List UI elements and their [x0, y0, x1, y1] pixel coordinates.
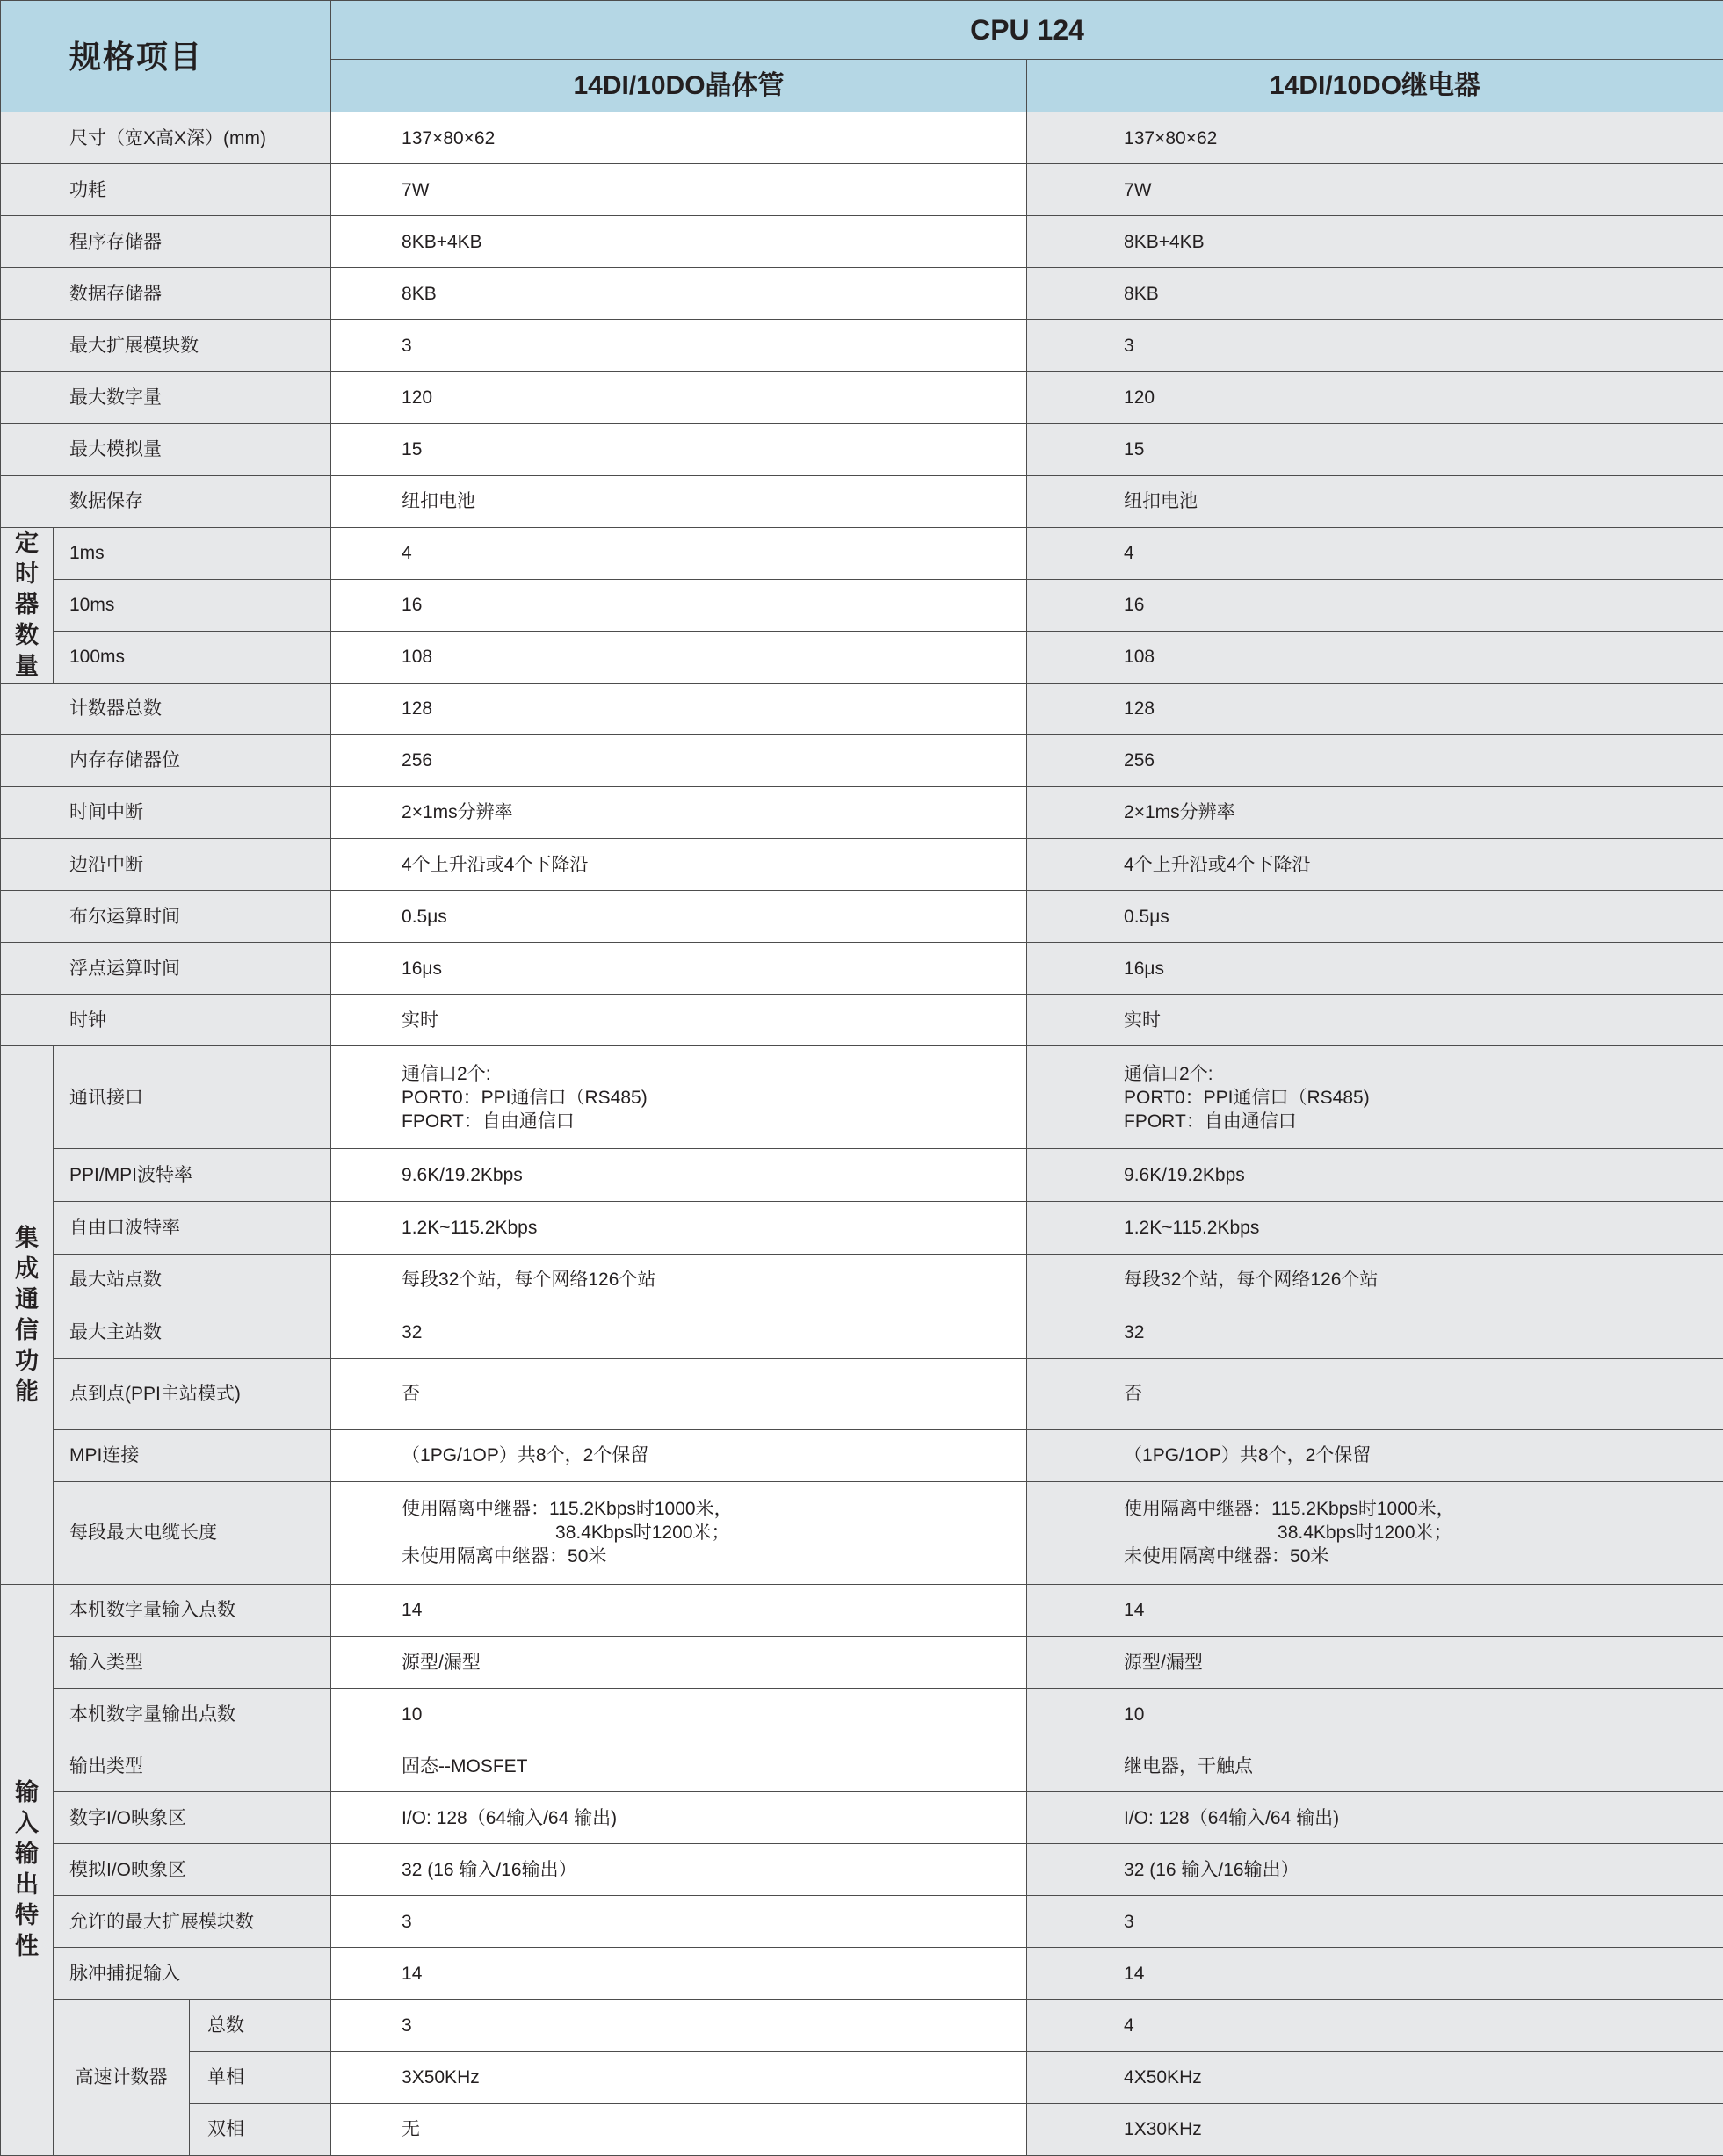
timer-group-label-text: 定时器数量 [15, 530, 39, 680]
timer-group-label [1, 527, 54, 683]
value-relay: 16 [1027, 579, 1723, 631]
table-row [1, 943, 1723, 995]
value-transistor: 无 [331, 2103, 1027, 2155]
value-transistor: 14 [331, 1948, 1027, 2000]
table-row [1, 1792, 1723, 1844]
value-relay: 纽扣电池 [1027, 475, 1723, 527]
row-label: 点到点(PPI主站模式) [54, 1358, 331, 1429]
row-label: 本机数字量输出点数 [54, 1689, 331, 1740]
value-transistor: 137×80×62 [331, 112, 1027, 164]
value-relay: 108 [1027, 631, 1723, 683]
table-row [1, 1948, 1723, 2000]
value-relay: 实时 [1027, 995, 1723, 1046]
value-relay: 15 [1027, 423, 1723, 475]
table-row [1, 320, 1723, 372]
model-header: CPU 124 [331, 1, 1723, 60]
value-transistor: 4 [331, 527, 1027, 579]
table-row [1, 475, 1723, 527]
value-transistor: 0.5μs [331, 891, 1027, 943]
value-relay: 4 [1027, 2000, 1723, 2051]
value-transistor: 10 [331, 1689, 1027, 1740]
table-row [1, 631, 1723, 683]
row-label: 数据保存 [1, 475, 331, 527]
table-row [1, 1637, 1723, 1689]
value-relay: 4 [1027, 527, 1723, 579]
value-relay: 10 [1027, 1689, 1723, 1740]
table-row [1, 1306, 1723, 1358]
row-label: 每段最大电缆长度 [54, 1481, 331, 1584]
table-row [1, 527, 1723, 579]
table-row [1, 1254, 1723, 1306]
value-transistor: 3 [331, 2000, 1027, 2051]
table-row [1, 1689, 1723, 1740]
row-label: 尺寸（宽X高X深）(mm) [1, 112, 331, 164]
variant-header-transistor: 14DI/10DO晶体管 [331, 60, 1027, 112]
row-label: 功耗 [1, 164, 331, 216]
io-group-label-text: 输入输出特性 [15, 1779, 39, 1960]
value-relay: 32 (16 输入/16输出） [1027, 1844, 1723, 1896]
value-relay: 8KB [1027, 268, 1723, 320]
value-transistor: 纽扣电池 [331, 475, 1027, 527]
value-transistor: 8KB+4KB [331, 216, 1027, 268]
row-label: 数字I/O映象区 [54, 1792, 331, 1844]
value-relay: 120 [1027, 372, 1723, 423]
row-label: 程序存储器 [1, 216, 331, 268]
value-relay: 16μs [1027, 943, 1723, 995]
value-relay: 3 [1027, 320, 1723, 372]
row-label: 总数 [190, 2000, 331, 2051]
row-label: 脉冲捕捉输入 [54, 1948, 331, 2000]
row-label: 单相 [190, 2051, 331, 2103]
spec-item-header: 规格项目 [1, 1, 331, 112]
value-relay: 32 [1027, 1306, 1723, 1358]
table-row [1, 112, 1723, 164]
value-relay: 使用隔离中继器：115.2Kbps时1000米， 38.4Kbps时1200米； 未使用隔离中继器：50米 [1027, 1481, 1723, 1584]
value-relay: 14 [1027, 1948, 1723, 2000]
value-relay: 137×80×62 [1027, 112, 1723, 164]
row-label: 本机数字量输入点数 [54, 1584, 331, 1636]
row-label: 双相 [190, 2103, 331, 2155]
value-transistor: I/O: 128（64输入/64 输出) [331, 1792, 1027, 1844]
comm-group-label-text: 集成通信功能 [15, 1225, 39, 1406]
table-row [1, 1429, 1723, 1481]
row-label: 时间中断 [1, 786, 331, 838]
value-relay: 源型/漏型 [1027, 1637, 1723, 1689]
value-relay: 8KB+4KB [1027, 216, 1723, 268]
value-relay: 128 [1027, 683, 1723, 734]
value-transistor: 固态--MOSFET [331, 1740, 1027, 1792]
value-relay: 2×1ms分辨率 [1027, 786, 1723, 838]
value-relay: 通信口2个: PORT0：PPI通信口（RS485) FPORT：自由通信口 [1027, 1046, 1723, 1149]
row-label: PPI/MPI波特率 [54, 1149, 331, 1202]
table-row [1, 372, 1723, 423]
row-label: 1ms [54, 527, 331, 579]
row-label: 时钟 [1, 995, 331, 1046]
header-row [1, 1, 1723, 60]
row-label: 最大数字量 [1, 372, 331, 423]
row-label: 10ms [54, 579, 331, 631]
value-relay: 4X50KHz [1027, 2051, 1723, 2103]
row-label: 最大扩展模块数 [1, 320, 331, 372]
table-row [1, 2000, 1723, 2051]
table-row [1, 786, 1723, 838]
value-transistor: 16 [331, 579, 1027, 631]
value-transistor: 120 [331, 372, 1027, 423]
value-transistor: 8KB [331, 268, 1027, 320]
value-transistor: 实时 [331, 995, 1027, 1046]
row-label: 通讯接口 [54, 1046, 331, 1149]
value-relay: 1.2K~115.2Kbps [1027, 1202, 1723, 1254]
value-relay: 1X30KHz [1027, 2103, 1723, 2155]
value-relay: 14 [1027, 1584, 1723, 1636]
table-row [1, 2103, 1723, 2155]
value-transistor: 1.2K~115.2Kbps [331, 1202, 1027, 1254]
value-transistor: 源型/漏型 [331, 1637, 1027, 1689]
row-label: 最大主站数 [54, 1306, 331, 1358]
row-label: 自由口波特率 [54, 1202, 331, 1254]
table-row [1, 1149, 1723, 1202]
table-row [1, 1584, 1723, 1636]
table-row [1, 1481, 1723, 1584]
value-relay: 继电器，干触点 [1027, 1740, 1723, 1792]
row-label: 输入类型 [54, 1637, 331, 1689]
value-transistor: 每段32个站，每个网络126个站 [331, 1254, 1027, 1306]
table-row [1, 995, 1723, 1046]
value-transistor: 15 [331, 423, 1027, 475]
table-row [1, 683, 1723, 734]
value-transistor: 3 [331, 1896, 1027, 1948]
value-relay: 每段32个站，每个网络126个站 [1027, 1254, 1723, 1306]
value-transistor: 128 [331, 683, 1027, 734]
row-label: 模拟I/O映象区 [54, 1844, 331, 1896]
table-row [1, 1046, 1723, 1149]
value-transistor: 3X50KHz [331, 2051, 1027, 2103]
row-label: 浮点运算时间 [1, 943, 331, 995]
table-row [1, 2051, 1723, 2103]
variant-header-relay: 14DI/10DO继电器 [1027, 60, 1723, 112]
value-transistor: 256 [331, 734, 1027, 786]
table-row [1, 1896, 1723, 1948]
row-label: 100ms [54, 631, 331, 683]
spec-table-body [1, 1, 1723, 2156]
value-relay: 4个上升沿或4个下降沿 [1027, 839, 1723, 891]
row-label: 允许的最大扩展模块数 [54, 1896, 331, 1948]
high-speed-counter-label: 高速计数器 [54, 2000, 190, 2156]
value-relay: 0.5μs [1027, 891, 1723, 943]
value-transistor: （1PG/1OP）共8个，2个保留 [331, 1429, 1027, 1481]
row-label: 内存存储器位 [1, 734, 331, 786]
table-row [1, 216, 1723, 268]
table-row [1, 1740, 1723, 1792]
value-relay: 9.6K/19.2Kbps [1027, 1149, 1723, 1202]
value-relay: 否 [1027, 1358, 1723, 1429]
value-transistor: 否 [331, 1358, 1027, 1429]
row-label: 最大模拟量 [1, 423, 331, 475]
value-transistor: 通信口2个: PORT0：PPI通信口（RS485) FPORT：自由通信口 [331, 1046, 1027, 1149]
io-group-label [1, 1584, 54, 2155]
row-label: 数据存储器 [1, 268, 331, 320]
table-row [1, 734, 1723, 786]
row-label: 布尔运算时间 [1, 891, 331, 943]
value-transistor: 32 (16 输入/16输出） [331, 1844, 1027, 1896]
value-transistor: 3 [331, 320, 1027, 372]
table-row [1, 268, 1723, 320]
value-transistor: 9.6K/19.2Kbps [331, 1149, 1027, 1202]
comm-group-label [1, 1046, 54, 1585]
value-transistor: 2×1ms分辨率 [331, 786, 1027, 838]
row-label: 边沿中断 [1, 839, 331, 891]
value-transistor: 32 [331, 1306, 1027, 1358]
value-relay: （1PG/1OP）共8个，2个保留 [1027, 1429, 1723, 1481]
row-label: 最大站点数 [54, 1254, 331, 1306]
table-row [1, 579, 1723, 631]
table-row [1, 839, 1723, 891]
value-transistor: 16μs [331, 943, 1027, 995]
table-row [1, 891, 1723, 943]
table-row [1, 1358, 1723, 1429]
table-row [1, 164, 1723, 216]
value-relay: I/O: 128（64输入/64 输出) [1027, 1792, 1723, 1844]
value-transistor: 7W [331, 164, 1027, 216]
table-row [1, 423, 1723, 475]
value-transistor: 使用隔离中继器：115.2Kbps时1000米， 38.4Kbps时1200米； 未使用隔离中继器：50米 [331, 1481, 1027, 1584]
table-row [1, 1844, 1723, 1896]
value-transistor: 4个上升沿或4个下降沿 [331, 839, 1027, 891]
value-relay: 256 [1027, 734, 1723, 786]
row-label: 输出类型 [54, 1740, 331, 1792]
value-relay: 7W [1027, 164, 1723, 216]
table-row [1, 1202, 1723, 1254]
value-transistor: 108 [331, 631, 1027, 683]
value-relay: 3 [1027, 1896, 1723, 1948]
row-label: MPI连接 [54, 1429, 331, 1481]
value-transistor: 14 [331, 1584, 1027, 1636]
row-label: 计数器总数 [1, 683, 331, 734]
